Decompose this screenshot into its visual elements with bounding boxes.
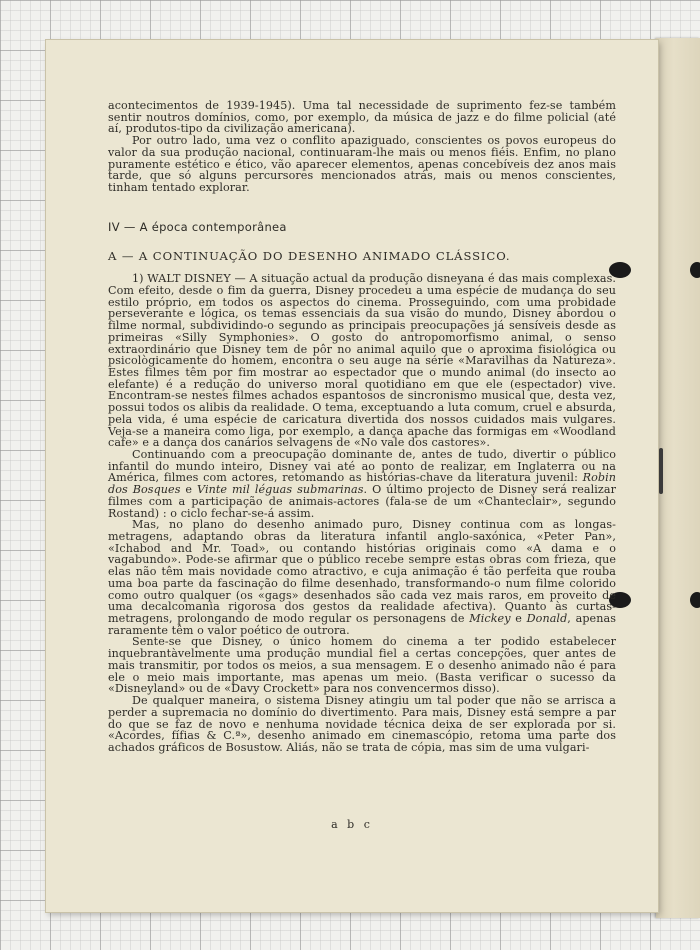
binder-clip <box>659 448 663 494</box>
page-footer: a b c <box>331 818 373 831</box>
punch-hole <box>690 592 700 608</box>
title-italic: Vinte mil léguas submarinas <box>197 483 364 497</box>
paragraph-lead: 1) WALT DISNEY — <box>132 272 250 286</box>
paragraph: Continuando com a preocupação dominante de, antes de tudo, divertir o público infantil do mundo inteiro, Disney vai até ao ponto de realizar, em Inglaterra ou na América, filmes com actores, retomando as histórias-chave da literatura juvenil: Robin dos Bosques e Vinte mil léguas submarinas. O último projecto de Disney será realizar filmes com a participação de animais-actores (fala-se de um «Chanteclair», segundo Rostand) : o ciclo fechar-se-á assim. <box>108 447 616 520</box>
paragraph: Sente-se que Disney, o único homem do cinema a ter podido estabelecer inquebrantàvelmente uma produção mundial fiel a certas concepções, quer antes de mais transmitir, por todos os meios, a sua mensagem. E o desenho animado não é para ele o meio mais importante, mas apenas um meio. (Basta verificar o sucesso da «Disneyland» ou de «Davy Crockett» para nos convencermos disso). <box>108 635 616 696</box>
name-italic: Donald <box>526 612 568 626</box>
paragraph: Mas, no plano do desenho animado puro, Disney continua com as longas-metragens, adaptando obras da literatura infantil anglo-saxónica, «Peter Pan», «Ichabod and Mr. Toad», ou contando histórias originais como «A dama e o vagabundo». Pode-se afirmar que o público recebe sempre estas obras com frieza, que elas não têm mais novidade como atractivo, e cuja animação é tão perfeita que rouba uma boa parte da fascinação do filme desenhado, transformando-o num filme colorido como outro qualquer (os «gags» desenhados são cada vez mais raros, em proveito de uma decalcomania rigorosa dos gestos da realidade afectiva). Quanto às curtas-metragens, prolongando de modo regular os personagens de Mickey e Donald, apenas raramente têm o valor poético de outrora. <box>108 518 616 637</box>
paragraph: De qualquer maneira, o sistema Disney atingiu um tal poder que não se arrisca a perder a supremacia no domínio do divertimento. Para mais, Disney está sempre a par do que se faz de novo e nenhuma novidade técnica deixa de ser explorada por si. «Acordes, fífias & C.ª», desenho animado em cinemascópio, retoma uma parte dos achados gráficos de Bosustow. Aliás, não se trata de cópia, mas sim de uma vulgari- <box>108 694 616 754</box>
document-body <box>108 100 616 754</box>
title-italic: Robin dos Bosques <box>108 471 616 497</box>
name-italic: Mickey <box>469 612 511 626</box>
paragraph: Por outro lado, uma vez o conflito apaziguado, conscientes os povos europeus do valor da sua produção nacional, continuaram-lhe mais ou menos fiéis. Enfim, no plano puramente estético e ético, vão aparecer elementos, apenas concebíveis dez anos mais tarde, que só alguns percursores mencionados atrás, mais ou menos conscientes, tinham tentado explorar. <box>108 134 616 195</box>
subsection-heading: A — A CONTINUAÇÃO DO DESENHO ANIMADO CLÁSSICO. <box>108 249 511 264</box>
punch-hole <box>690 262 700 278</box>
section-heading: IV — A época contemporânea <box>108 219 287 234</box>
paragraph: 1) WALT DISNEY — A situação actual da produção disneyana é das mais complexas. Com efeito, desde o fim da guerra, Disney procedeu a uma espécie de mudança do seu estilo próprio, em todos os aspectos do cinema. Prosseguindo, com uma probidade perseverante e lógica, os temas essenciais da sua visão do mundo, Disney abordou o filme normal, subdividindo-o segundo as principais preocupações já sensíveis desde as primeiras «Silly Symphonies». O gosto do antropomorfismo animal, o senso extraordinário que Disney tem de pôr no animal aquilo que o aproxima fisiológica ou psicològicamente do homem, encontra o seu auge na série «Maravilhas da Natureza». Estes filmes têm por fim mostrar ao espectador que o mundo animal (do insecto ao elefante) é a redução do universo moral quotidiano em que ele (espectador) vive. Encontram-se nestes filmes achados espantosos de sincronismo musical que, desta vez, possui todos os alibis da realidade. O tema, exceptuando a luta comum, cruel e absurda, pela vida, é uma espécie de caricatura divertida dos nossos cuidados mais vulgares. Veja-se a maneira como liga, por exemplo, a dança apache das formigas em «Woodland cafe» e a dança dos canários selvagens de «No vale dos castores». <box>108 272 616 450</box>
paragraph: acontecimentos de 1939-1945). Uma tal necessidade de suprimento fez-se também sentir noutros domínios, como, por exemplo, da música de jazz e do filme policial (até aí, produtos-tipo da civilização americana). <box>108 99 616 136</box>
